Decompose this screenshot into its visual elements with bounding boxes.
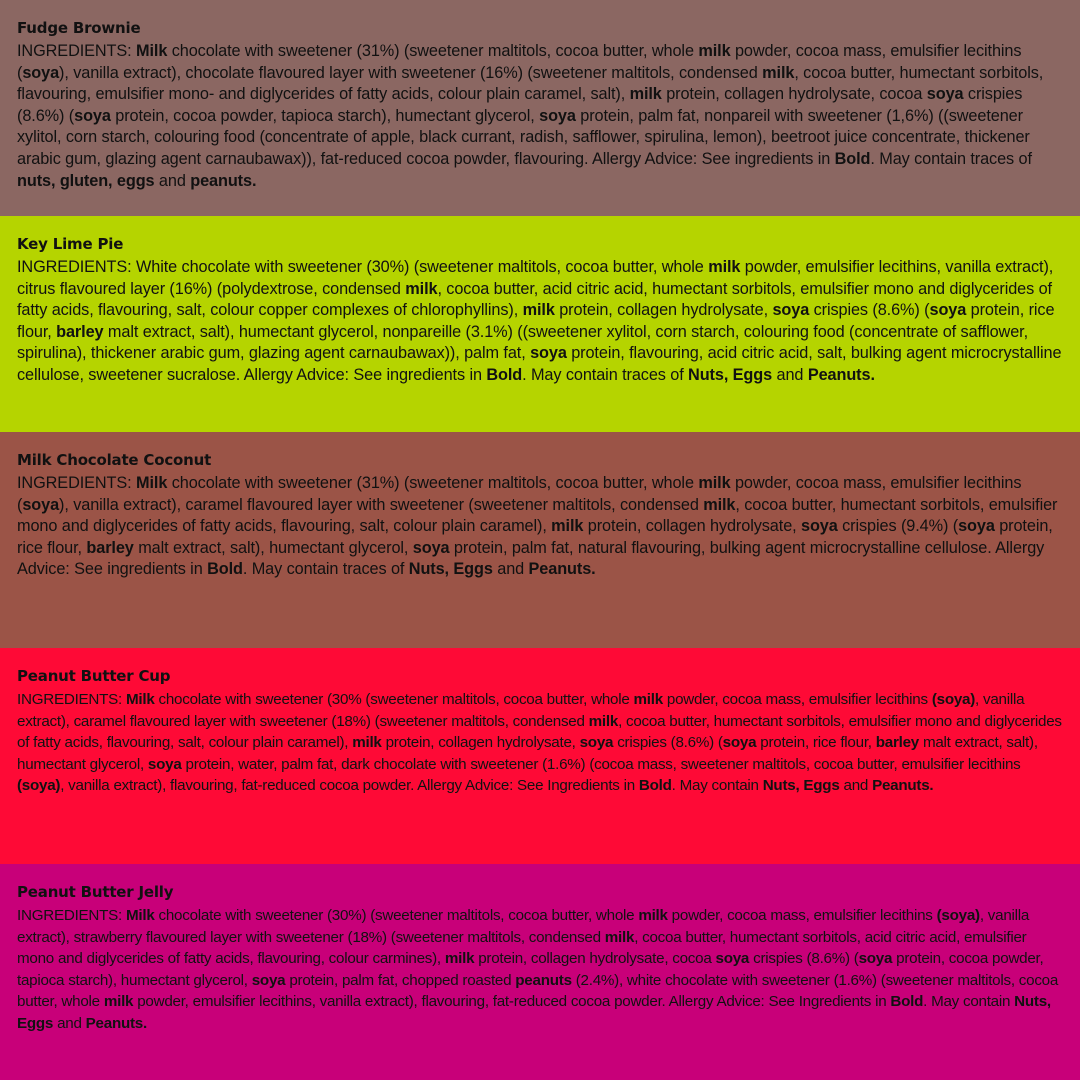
ingredients-fragment: protein, water, palm fat, dark chocolate with sweetener (1.6%) (cocoa mass, sweetener maltitols, cocoa butter, emulsifier lecithins — [181, 755, 1021, 773]
bold-allergen: Peanuts. — [85, 1014, 147, 1032]
bold-allergen: Nuts, Eggs — [408, 560, 493, 579]
ingredients-fragment: protein, cocoa powder, tapioca starch), humectant glycerol, — [110, 106, 540, 125]
bold-allergen: (soya) — [17, 777, 61, 795]
bold-allergen: soya — [858, 950, 893, 968]
bold-allergen: milk — [444, 950, 475, 968]
ingredients-fragment: powder, emulsifier lecithins, vanilla extract), citrus flavoured layer (16%) (polydextrose, condensed — [17, 258, 1054, 298]
bold-allergen: (soya) — [936, 907, 980, 924]
bold-allergen: milk — [103, 993, 134, 1011]
ingredients-fragment: protein, rice flour, — [17, 301, 1055, 341]
bold-allergen: Bold — [638, 777, 672, 795]
bold-allergen: milk — [633, 691, 663, 708]
ingredients-text — [17, 905, 1064, 1035]
ingredients-fragment: protein, palm fat, nonpareil with sweetener (1,6%) ((sweetener xylitol, corn starch, colouring food (concentrate of apple, black currant, radish, safflower, spirulina, lemon), beetroot juice concentrate, thickener arabic gum, glazing agent carnaubawax)), fat-reduced cocoa powder, flavouring. Allergy Advice: See ingredients in — [17, 106, 1030, 168]
bold-allergen: barley — [86, 538, 134, 557]
ingredients-fragment: . May contain traces of — [870, 149, 1032, 168]
flavour-title: Peanut Butter Jelly — [17, 883, 174, 901]
ingredients-fragment: , cocoa butter, humectant sorbitols, flavouring, emulsifier mono- and diglycerides of fatty acids, colour plain caramel, salt), — [17, 63, 1044, 104]
bold-allergen: milk — [762, 63, 795, 82]
ingredients-fragment: chocolate with sweetener (30% (sweetener maltitols, cocoa butter, whole — [154, 691, 634, 708]
flavour-title: Milk Chocolate Coconut — [17, 451, 212, 469]
ingredients-fragment: protein, palm fat, natural flavouring, bulking agent microcrystalline cellulose. Allergy Advice: See ingredients in — [17, 538, 1045, 579]
ingredients-fragment: and — [492, 560, 529, 579]
bold-allergen: soya — [722, 734, 757, 752]
bold-allergen: soya — [579, 734, 614, 752]
ingredients-fragment: crispies (8.6%) ( — [613, 734, 723, 752]
ingredients-fragment: , vanilla extract), strawberry flavoured layer with sweetener (18%) (sweetener maltitols, condensed — [17, 907, 1030, 946]
ingredients-fragment: protein, collagen hydrolysate, cocoa — [661, 85, 927, 104]
bold-allergen: peanuts — [515, 971, 572, 989]
ingredients-fragment: chocolate with sweetener (31%) (sweetener maltitols, cocoa butter, whole — [167, 42, 699, 60]
ingredients-fragment: . May contain traces of — [242, 560, 409, 579]
ingredients-fragment: protein, rice flour, — [756, 734, 876, 752]
bold-allergen: peanuts. — [190, 171, 257, 190]
bold-allergen: Nuts, Eggs — [17, 993, 1051, 1032]
bold-allergen: Milk — [136, 42, 168, 60]
bold-allergen: barley — [875, 734, 919, 752]
flavour-title: Peanut Butter Cup — [17, 667, 171, 685]
ingredients-fragment: , cocoa butter, humectant sorbitols, emulsifier mono and diglycerides of fatty acids, flavouring, salt, colour plain caramel), — [17, 712, 1062, 752]
bold-allergen: milk — [629, 85, 662, 104]
bold-allergen: soya — [929, 301, 967, 320]
ingredients-fragment: (2.4%), white chocolate with sweetener (1.6%) (sweetener maltitols, cocoa butter, whole — [17, 971, 1059, 1011]
ingredients-fragment: protein, collagen hydrolysate, — [381, 734, 580, 752]
ingredients-fragment: powder, cocoa mass, emulsifier lecithins ( — [17, 42, 1022, 82]
bold-allergen: Bold — [486, 365, 523, 384]
bold-allergen: Milk — [136, 474, 168, 492]
ingredients-fragment: INGREDIENTS: — [17, 42, 137, 60]
bold-allergen: milk — [703, 495, 736, 514]
flavour-title: Fudge Brownie — [17, 19, 141, 37]
bold-allergen: milk — [604, 928, 635, 946]
ingredients-fragment: INGREDIENTS: — [17, 691, 126, 708]
ingredients-fragment: crispies (8.6%) ( — [17, 85, 1023, 125]
bold-allergen: soya — [715, 950, 750, 968]
ingredients-fragment: crispies (8.6%) ( — [749, 950, 859, 968]
bold-allergen: soya — [530, 344, 567, 363]
bold-allergen: Peanuts. — [528, 560, 596, 579]
ingredients-fragment: . May contain — [671, 777, 763, 795]
ingredients-text — [17, 257, 1064, 387]
ingredients-fragment: INGREDIENTS: — [17, 474, 137, 492]
bold-allergen: Bold — [207, 560, 243, 579]
ingredients-fragment: protein, collagen hydrolysate, — [554, 301, 773, 320]
ingredients-fragment: ), vanilla extract), caramel flavoured layer with sweetener (sweetener maltitols, condensed — [59, 495, 704, 514]
bold-allergen: Nuts, Eggs — [762, 777, 840, 795]
ingredients-fragment: crispies (8.6%) ( — [809, 301, 930, 320]
bold-allergen: milk — [638, 907, 668, 924]
flavour-panel — [0, 432, 1080, 648]
bold-allergen: milk — [522, 301, 555, 320]
ingredients-fragment: , vanilla extract), flavouring, fat-reduced cocoa powder. Allergy Advice: See Ingredients in — [60, 777, 639, 795]
bold-allergen: milk — [588, 712, 619, 730]
bold-allergen: soya — [772, 301, 810, 320]
ingredients-fragment: malt extract, salt), humectant glycerol, — [17, 734, 1038, 773]
bold-allergen: soya — [251, 971, 286, 989]
ingredients-fragment: chocolate with sweetener (31%) (sweetener maltitols, cocoa butter, whole — [167, 474, 699, 492]
bold-allergen: soya — [22, 495, 60, 514]
bold-allergen: milk — [698, 42, 731, 60]
ingredients-fragment: chocolate with sweetener (30%) (sweetener maltitols, cocoa butter, whole — [154, 907, 639, 924]
ingredients-fragment: malt extract, salt), humectant glycerol, nonpareille (3.1%) ((sweetener xylitol, corn starch, colouring food (concentrate of safflower, spirulina), thickener arabic gum, glazing agent carnaubawax)), palm fat, — [17, 322, 1029, 363]
ingredients-fragment: , cocoa butter, humectant sorbitols, emulsifier mono and diglycerides of fatty acids, flavouring, salt, colour plain caramel), — [17, 495, 1058, 536]
bold-allergen: milk — [405, 279, 438, 298]
bold-allergen: milk — [698, 474, 731, 492]
bold-allergen: milk — [352, 734, 382, 752]
bold-allergen: nuts, gluten, eggs — [17, 171, 155, 190]
ingredients-fragment: and — [839, 777, 873, 795]
ingredients-fragment: crispies (9.4%) ( — [837, 517, 959, 536]
ingredients-text — [17, 473, 1064, 581]
ingredients-fragment: protein, collagen hydrolysate, cocoa — [474, 950, 716, 968]
flavour-panel — [0, 648, 1080, 864]
bold-allergen: soya — [412, 538, 450, 557]
ingredients-fragment: powder, cocoa mass, emulsifier lecithins — [662, 691, 932, 708]
ingredients-fragment: , vanilla extract), caramel flavoured layer with sweetener (18%) (sweetener maltitols, condensed — [17, 691, 1025, 730]
bold-allergen: Peanuts. — [807, 365, 875, 384]
bold-allergen: Nuts, Eggs — [688, 365, 773, 384]
bold-allergen: soya — [801, 517, 838, 536]
ingredients-fragment: protein, palm fat, chopped roasted — [285, 971, 516, 989]
ingredients-text — [17, 41, 1064, 192]
bold-allergen: Milk — [125, 907, 155, 924]
ingredients-fragment: INGREDIENTS: White chocolate with sweetener (30%) (sweetener maltitols, cocoa butter, whole — [17, 258, 709, 276]
bold-allergen: milk — [708, 258, 741, 276]
ingredients-fragment: protein, cocoa powder, tapioca starch), humectant glycerol, — [17, 950, 1044, 989]
bold-allergen: milk — [551, 517, 584, 536]
bold-allergen: soya — [147, 755, 182, 773]
bold-allergen: soya — [74, 106, 111, 125]
bold-allergen: (soya) — [931, 691, 976, 708]
ingredients-fragment: and — [154, 171, 191, 190]
bold-allergen: soya — [958, 517, 995, 536]
ingredients-fragment: . May contain traces of — [522, 365, 689, 384]
ingredients-fragment: powder, cocoa mass, emulsifier lecithins — [667, 907, 937, 924]
bold-allergen: soya — [539, 106, 576, 125]
bold-allergen: soya — [926, 85, 964, 104]
flavour-title: Key Lime Pie — [17, 235, 124, 253]
flavour-panel — [0, 864, 1080, 1080]
ingredients-fragment: ), vanilla extract), chocolate flavoured layer with sweetener (16%) (sweetener maltitols, condensed — [59, 63, 763, 82]
ingredients-fragment: . May contain — [923, 993, 1015, 1011]
ingredients-fragment: and — [53, 1014, 86, 1032]
ingredients-fragment: INGREDIENTS: — [17, 907, 126, 924]
bold-allergen: soya — [22, 63, 60, 82]
ingredients-fragment: protein, collagen hydrolysate, — [583, 517, 801, 536]
ingredients-fragment: and — [772, 365, 808, 384]
bold-allergen: Bold — [890, 993, 924, 1011]
ingredients-text — [17, 689, 1064, 797]
ingredients-fragment: protein, rice flour, — [17, 517, 1053, 557]
bold-allergen: Bold — [834, 149, 871, 168]
ingredients-fragment: protein, flavouring, acid citric acid, salt, bulking agent microcrystalline cellulose, sweetener sucralose. Allergy Advice: See ingredients in — [17, 344, 1062, 384]
flavour-panel — [0, 216, 1080, 432]
flavour-panel — [0, 0, 1080, 216]
ingredients-fragment: powder, cocoa mass, emulsifier lecithins ( — [17, 474, 1022, 514]
ingredients-fragment: , cocoa butter, acid citric acid, humectant sorbitols, emulsifier mono and diglycerides of fatty acids, flavouring, salt, colour copper complexes of chlorophyllins), — [17, 279, 1052, 320]
ingredients-fragment: malt extract, salt), humectant glycerol, — [133, 538, 413, 557]
bold-allergen: barley — [56, 322, 104, 341]
bold-allergen: Peanuts. — [872, 777, 934, 795]
bold-allergen: Milk — [125, 691, 155, 708]
ingredients-fragment: , cocoa butter, humectant sorbitols, acid citric acid, emulsifier mono and diglycerides of fatty acids, flavouring, colour carmines), — [17, 928, 1027, 968]
ingredients-fragment: powder, emulsifier lecithins, vanilla extract), flavouring, fat-reduced cocoa powder. Allergy Advice: See Ingredients in — [133, 993, 891, 1011]
